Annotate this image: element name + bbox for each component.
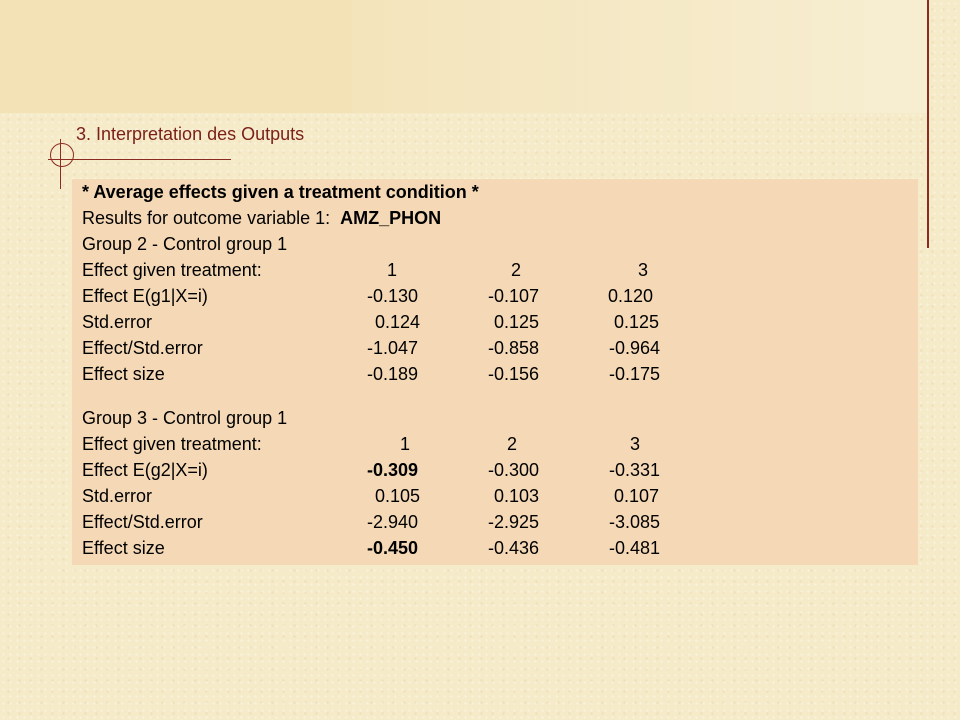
value-cell: -0.309 (367, 460, 419, 480)
value-cell: -0.964 (609, 338, 661, 358)
treatment-col-3: 3 (630, 434, 641, 454)
value-cell: -0.331 (609, 460, 661, 480)
value-cell: -2.940 (367, 512, 419, 532)
value-cell: -0.481 (609, 538, 661, 558)
header-band-fade (352, 0, 928, 113)
group-title: Group 3 - Control group 1 (82, 408, 288, 428)
table-row (82, 509, 902, 535)
row-label: Effect size (82, 538, 165, 558)
table-row (82, 457, 902, 483)
value-cell: -0.450 (367, 538, 419, 558)
outcome-line (82, 205, 902, 231)
value-cell: -2.925 (488, 512, 540, 532)
row-label: Effect E(g2|X=i) (82, 460, 208, 480)
table-row (82, 335, 902, 361)
treatment-label: Effect given treatment: (82, 434, 262, 454)
value-cell: 0.125 (494, 312, 540, 332)
value-cell: -0.156 (488, 364, 540, 384)
value-cell: -0.130 (367, 286, 419, 306)
slide-title: 3. Interpretation des Outputs (76, 124, 305, 144)
value-cell: -0.300 (488, 460, 540, 480)
value-cell: 0.124 (375, 312, 421, 332)
circle-ornament (50, 143, 74, 167)
value-cell: -0.858 (488, 338, 540, 358)
value-cell: -0.107 (488, 286, 540, 306)
table-row (82, 283, 902, 309)
output-header: * Average effects given a treatment condition * (82, 182, 479, 202)
row-label: Std.error (82, 312, 153, 332)
outcome-variable: AMZ_PHON (340, 208, 442, 228)
title-underline (48, 159, 231, 160)
group-title: Group 2 - Control group 1 (82, 234, 288, 254)
treatment-col-2: 2 (507, 434, 518, 454)
value-cell: -0.175 (609, 364, 661, 384)
value-cell: 0.103 (494, 486, 540, 506)
ornament-vertical-line (60, 139, 61, 189)
table-row (82, 361, 902, 387)
value-cell: -3.085 (609, 512, 661, 532)
treatment-header-row (82, 257, 902, 283)
value-cell: 0.125 (614, 312, 660, 332)
treatment-col-2: 2 (511, 260, 522, 280)
row-label: Effect size (82, 364, 165, 384)
output-panel (72, 179, 918, 565)
value-cell: -1.047 (367, 338, 419, 358)
row-label: Effect E(g1|X=i) (82, 286, 208, 306)
value-cell: 0.107 (614, 486, 660, 506)
treatment-header-row (82, 431, 902, 457)
treatment-col-3: 3 (638, 260, 649, 280)
value-cell: -0.436 (488, 538, 540, 558)
header-band (0, 0, 352, 113)
vertical-rule (927, 0, 929, 248)
row-label: Effect/Std.error (82, 512, 203, 532)
value-cell: 0.105 (375, 486, 421, 506)
table-row (82, 309, 902, 335)
treatment-col-1: 1 (387, 260, 398, 280)
treatment-label: Effect given treatment: (82, 260, 262, 280)
treatment-col-1: 1 (400, 434, 411, 454)
value-cell: 0.120 (608, 286, 654, 306)
row-label: Effect/Std.error (82, 338, 203, 358)
row-label: Std.error (82, 486, 153, 506)
value-cell: -0.189 (367, 364, 419, 384)
table-row (82, 483, 902, 509)
outcome-label: Results for outcome variable 1: (82, 208, 331, 228)
table-row (82, 535, 902, 561)
